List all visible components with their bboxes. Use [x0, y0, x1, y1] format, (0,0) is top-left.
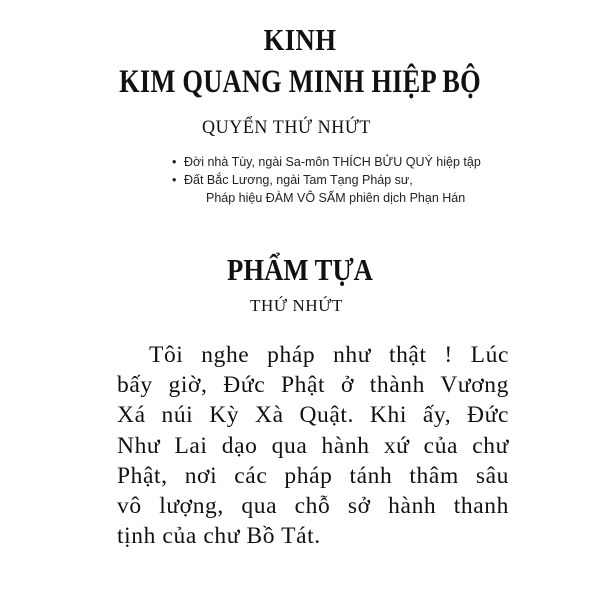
translation-credits: [172, 153, 481, 207]
bullet-icon: •: [172, 173, 177, 187]
bullet-icon: •: [172, 155, 177, 169]
body-line: tịnh của chư Bồ Tát.: [117, 523, 321, 550]
chapter-subtitle: THỨ NHỨT: [250, 296, 344, 315]
volume-heading: QUYỂN THỨ NHỨT: [202, 117, 372, 138]
body-line: bấy giờ, Đức Phật ở thành Vương: [117, 372, 509, 399]
chapter-title: PHẨM TỰA: [227, 252, 373, 287]
body-paragraph: [117, 340, 509, 551]
credit-line: [172, 153, 481, 171]
body-line: Tôi nghe pháp như thật ! Lúc: [149, 342, 509, 368]
credit-text: Đời nhà Tùy, ngài Sa-môn THÍCH BỬU QUÝ hiệp tập: [184, 155, 481, 169]
body-line: Xá núi Kỳ Xà Quật. Khi ấy, Đức: [117, 402, 509, 429]
body-line: vô lượng, qua chỗ sở hành thanh: [117, 493, 509, 520]
sutra-title-line-1: KINH: [263, 22, 337, 57]
credit-line: [172, 189, 481, 207]
body-line: Phật, nơi các pháp tánh thâm sâu: [117, 462, 509, 489]
credit-text: Đất Bắc Lương, ngài Tam Tạng Pháp sư,: [184, 173, 413, 187]
sutra-title-line-2: KIM QUANG MINH HIỆP BỘ: [119, 64, 481, 100]
body-line: Như Lai dạo qua hành xứ của chư: [117, 432, 509, 459]
credit-line: [172, 171, 481, 189]
credit-text: Pháp hiệu ĐÀM VÔ SẤM phiên dịch Phạn Hán: [206, 191, 466, 205]
